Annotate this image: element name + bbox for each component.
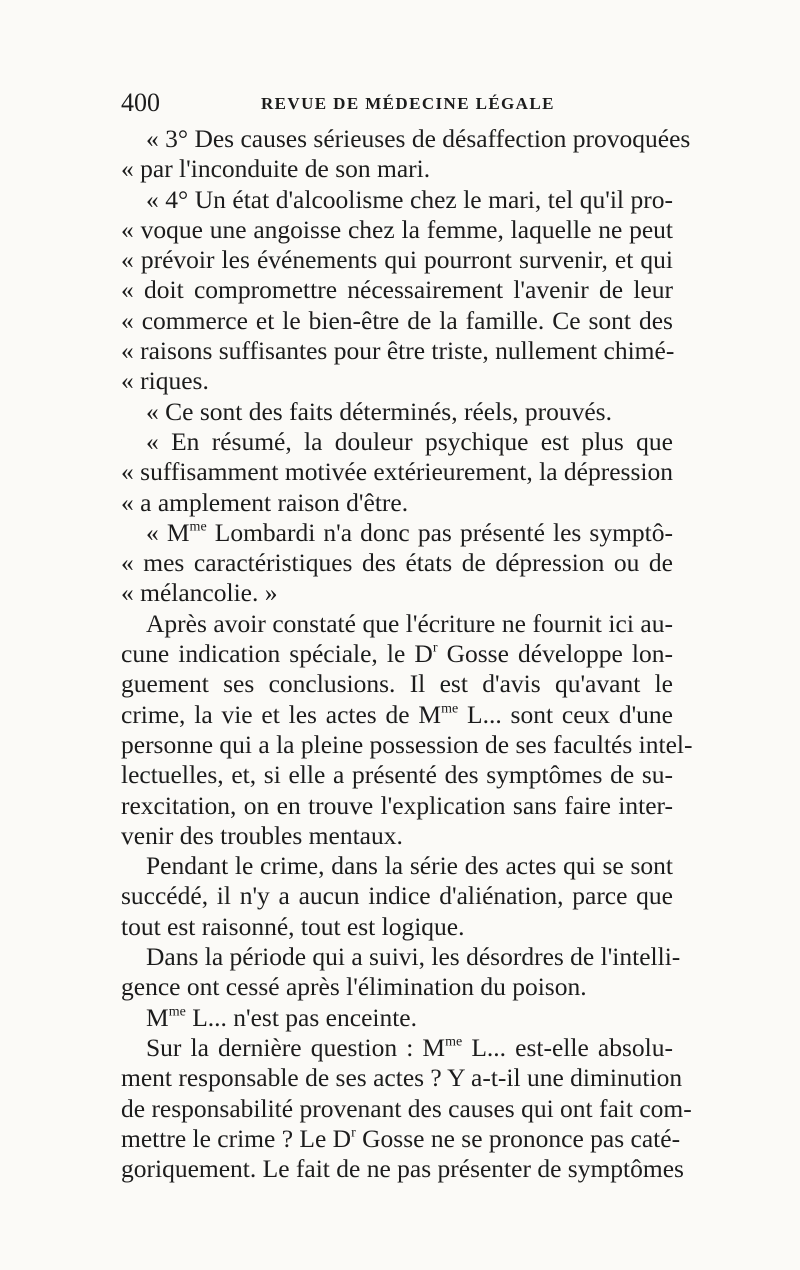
text-line: « doit compromettre nécessairement l'avenir de leur — [121, 275, 673, 305]
text-line: « $M^{me}$ Lombardi n'a donc pas présenté les symptô- — [146, 517, 673, 547]
text-line: mettre le crime ? Le $D^r$ Gosse ne se prononce pas caté- — [121, 1123, 681, 1153]
page-header — [121, 88, 681, 118]
running-title: REVUE DE MÉDECINE LÉGALE — [261, 94, 555, 113]
text-line: « par l'inconduite de son mari. — [121, 154, 431, 184]
text-line: de responsabilité provenant des causes qui ont fait com- — [121, 1093, 692, 1123]
text-line: ment responsable de ses actes ? Y a-t-il une diminution — [121, 1063, 683, 1093]
text-line: rexcitation, on en trouve l'explication sans faire inter- — [121, 790, 673, 820]
text-line: $M^{me}$ L... n'est pas enceinte. — [146, 1002, 417, 1032]
text-line: « riques. — [121, 366, 209, 396]
text-line: gence ont cessé après l'élimination du poison. — [121, 972, 587, 1002]
text-line: « 4° Un état d'alcoolisme chez le mari, tel qu'il pro- — [146, 184, 673, 214]
text-line: « mélancolie. » — [121, 578, 278, 608]
text-line: « commerce et le bien-être de la famille. Ce sont des — [121, 305, 673, 335]
text-line: goriquement. Le fait de ne pas présenter de symptômes — [121, 1154, 684, 1184]
text-line: Pendant le crime, dans la série des actes qui se sont — [146, 851, 673, 881]
text-line: Sur la dernière question : $M^{me}$ L... est-elle absolu- — [146, 1032, 673, 1062]
body-text — [121, 124, 693, 1184]
text-line: Après avoir constaté que l'écriture ne fournit ici au- — [146, 608, 673, 638]
text-line: « En résumé, la douleur psychique est plus que — [146, 426, 673, 456]
text-line: succédé, il n'y a aucun indice d'aliénation, parce que — [121, 881, 673, 911]
text-line: lectuelles, et, si elle a présenté des symptômes de su- — [121, 760, 673, 790]
text-line: « 3° Des causes sérieuses de désaffection provoquées — [146, 124, 691, 153]
text-line: « mes caractéristiques des états de dépression ou de — [121, 548, 673, 578]
text-line: tout est raisonné, tout est logique. — [121, 911, 465, 941]
text-line: personne qui a la pleine possession de ses facultés intel- — [121, 729, 693, 759]
text-line: « Ce sont des faits déterminés, réels, prouvés. — [146, 396, 612, 426]
text-line: « a amplement raison d'être. — [121, 487, 409, 517]
text-line: cune indication spéciale, le $D^r$ Gosse développe lon- — [121, 639, 673, 669]
text-block — [121, 124, 693, 1184]
text-line: Dans la période qui a suivi, les désordres de l'intelli- — [146, 942, 681, 972]
text-line: « suffisamment motivée extérieurement, la dépression — [121, 457, 673, 487]
text-line: « prévoir les événements qui pourront survenir, et qui — [121, 245, 673, 275]
text-line: crime, la vie et les actes de $M^{me}$ L... sont ceux d'une — [121, 699, 673, 729]
page-number: 400 — [121, 88, 160, 117]
text-line: guement ses conclusions. Il est d'avis qu'avant le — [121, 669, 673, 699]
text-line: venir des troubles mentaux. — [121, 820, 403, 850]
text-line: « raisons suffisantes pour être triste, nullement chimé- — [121, 336, 675, 366]
text-line: « voque une angoisse chez la femme, laquelle ne peut — [121, 214, 673, 244]
